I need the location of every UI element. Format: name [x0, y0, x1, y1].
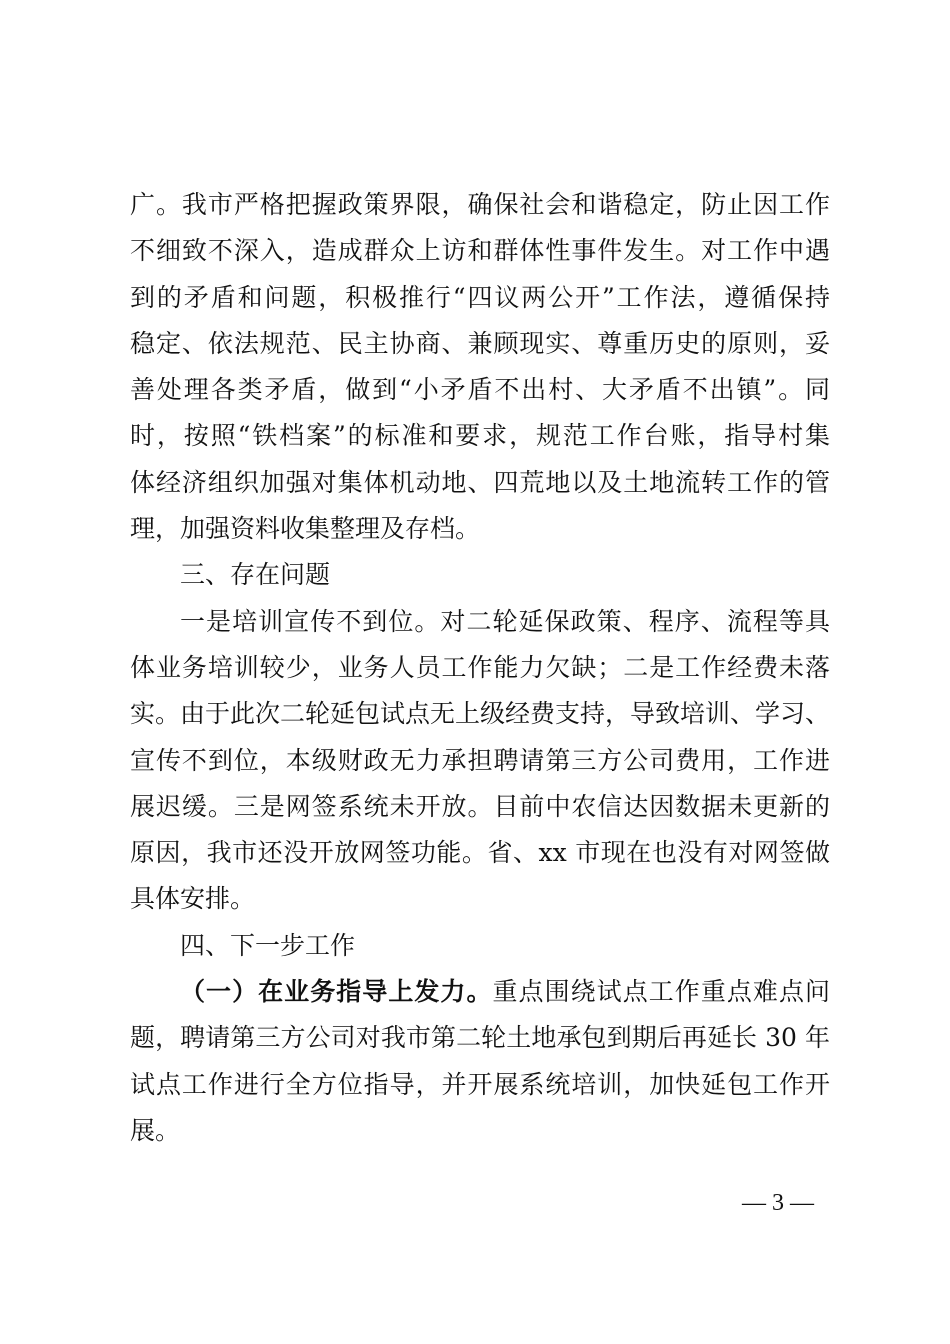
paragraph-line: 稳定、依法规范、民主协商、兼顾现实、尊重历史的原则，妥 — [130, 328, 830, 358]
paragraph-line: 实。由于此次二轮延包试点无上级经费支持，导致培训、学习、 — [130, 699, 830, 729]
paragraph-line: 原因，我市还没开放网签功能。省、xx 市现在也没有对网签做 — [130, 838, 830, 868]
paragraph-line: 不细致不深入，造成群众上访和群体性事件发生。对工作中遇 — [130, 236, 830, 266]
paragraph-text: 重点围绕试点工作重点难点问 — [492, 977, 830, 1007]
paragraph-line: 具体安排。 — [130, 884, 256, 914]
paragraph-line: 广。我市严格把握政策界限，确保社会和谐稳定，防止因工作 — [130, 190, 830, 219]
document-body — [130, 182, 830, 1154]
paragraph-line: 展。 — [130, 1115, 181, 1145]
paragraph-line: 体经济组织加强对集体机动地、四荒地以及土地流转工作的管 — [130, 467, 830, 497]
paragraph-line — [130, 969, 830, 1015]
page-number: — 3 — — [742, 1190, 814, 1216]
paragraph-line: 善处理各类矛盾，做到“小矛盾不出村、大矛盾不出镇”。同 — [130, 375, 830, 405]
section-heading-next-steps: 四、下一步工作 — [180, 930, 356, 960]
paragraph-line: 题，聘请第三方公司对我市第二轮土地承包到期后再延长 30 年 — [130, 1023, 830, 1053]
paragraph-line: 一是培训宣传不到位。对二轮延保政策、程序、流程等具 — [180, 606, 830, 636]
paragraph-line: 试点工作进行全方位指导，并开展系统培训，加快延包工作开 — [130, 1069, 830, 1099]
sub-heading-business-guidance: （一）在业务指导上发力。 — [180, 977, 493, 1007]
paragraph-line: 时，按照“铁档案”的标准和要求，规范工作台账，指导村集 — [130, 421, 830, 451]
section-heading-problems: 三、存在问题 — [180, 560, 331, 590]
paragraph-line: 体业务培训较少，业务人员工作能力欠缺；二是工作经费未落 — [130, 652, 830, 682]
paragraph-line: 展迟缓。三是网签系统未开放。目前中农信达因数据未更新的 — [130, 791, 830, 821]
paragraph-line: 理，加强资料收集整理及存档。 — [130, 514, 481, 544]
paragraph-line: 宣传不到位，本级财政无力承担聘请第三方公司费用，工作进 — [130, 745, 830, 775]
paragraph-line: 到的矛盾和问题，积极推行“四议两公开”工作法，遵循保持 — [130, 282, 830, 312]
